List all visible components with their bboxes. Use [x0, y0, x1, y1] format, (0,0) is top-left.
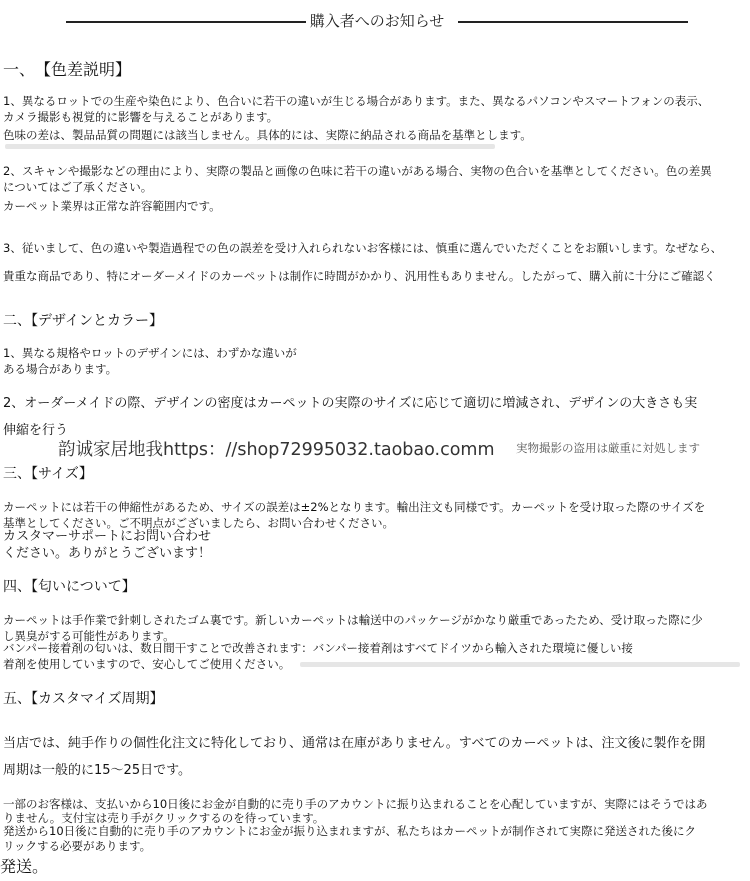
s5-line4: りません。支付宝は売り手がクリックするのを待っています。: [3, 811, 325, 825]
section-heading-production-period: 五、【カスタマイズ周期】: [3, 691, 164, 707]
s5-line3: 一部のお客様は、支払いから10日後にお金が自動的に売り手のアカウントに振り込まれることを心配していますが、実際にはそうではあ: [3, 797, 708, 811]
s4-line4: 着剤を使用していますので、安心してご使用ください。: [3, 657, 291, 671]
s4-line1: カーペットは手作業で針刺しされたゴム裏です。新しいカーペットは輸送中のパッケージがかなり厳重であったため、受け取った際に少: [3, 613, 703, 627]
title-dashed-rule-left: [66, 21, 306, 23]
s1-para3-line2: 貴重な商品であり、特にオーダーメイドのカーペットは制作に時間がかかり、汎用性もありません。したがって、購入前に十分にご確認く: [3, 269, 716, 283]
s2-para1-line2: ある場合があります。: [3, 362, 118, 376]
s5-line2: 周期は一般的に15〜25日です。: [3, 763, 192, 778]
s3-line2: 基準としてください。ご不明点がございましたら、お問い合わせください。: [3, 516, 394, 530]
s1-para1-line1: 1、異なるロットでの生産や染色により、色合いに若干の違いが生じる場合があります。また、異なるパソコンやスマートフォンの表示、: [3, 94, 710, 108]
s1-para1-line2: カメラ撮影も視覚的に影響を与えることがあります。: [3, 110, 279, 124]
title-dashed-rule-right: [458, 21, 688, 23]
s5-line7: 発送。: [0, 857, 49, 876]
s3-line4: ください。ありがとうございます！: [3, 546, 212, 561]
s1-para1-line3: 色味の差は、製品品質の問題には該当しません。具体的には、実際に納品される商品を基準とします。: [3, 128, 532, 142]
copyright-stamp: 実物撮影の盗用は厳重に対処します: [516, 441, 700, 455]
faded-text-ghost: [5, 144, 495, 149]
notice-title: [66, 10, 688, 32]
section-heading-size: 三、【サイズ】: [3, 466, 93, 482]
s5-line5: 発送から10日後に自動的に売り手のアカウントにお金が振り込まれますが、私たちはカーペットが制作されて実際に発送された後にク: [3, 824, 697, 838]
shop-watermark: 韵诚家居地我https：//shop72995032.taobao.comm: [58, 440, 495, 460]
s2-para1-line1: 1、異なる規格やロットのデザインには、わずかな違いが: [3, 346, 297, 360]
section-heading-color-difference: 一、 【色差説明】: [3, 60, 132, 79]
notice-title-text: 購入者へのお知らせ: [309, 12, 445, 30]
s1-para2-line3: カーペット業界は正常な許容範囲内です。: [3, 199, 221, 213]
s1-para3-line1: 3、従いまして、色の違いや製造過程での色の誤差を受け入れられないお客様には、慎重に選んでいただくことをお願いします。なぜなら、: [3, 241, 723, 255]
faded-text-ghost: [300, 662, 740, 667]
s3-line1: カーペットには若干の伸縮性があるため、サイズの誤差は±2%となります。輸出注文も同様です。カーペットを受け取った際のサイズを: [3, 500, 706, 514]
s4-line2: し異臭がする可能性があります。: [3, 629, 175, 643]
s2-para2-line1: 2、オーダーメイドの際、デザインの密度はカーペットの実際のサイズに応じて適切に増減され、デザインの大きさも実: [3, 396, 698, 411]
s3-line3: カスタマーサポートにお問い合わせ: [3, 529, 212, 544]
s5-line1: 当店では、純手作りの個性化注文に特化しており、通常は在庫がありません。すべてのカーペットは、注文後に製作を開: [3, 736, 706, 751]
s2-para2-line2: 伸縮を行う: [3, 423, 69, 438]
section-heading-design-color: 二、【デザインとカラー】: [3, 313, 164, 329]
s4-line3: バンパー接着剤の匂いは、数日間干すことで改善されます：バンパー接着剤はすべてドイツから輸入された環境に優しい接: [3, 641, 633, 655]
s1-para2-line2: についてはご了承ください。: [3, 180, 153, 194]
s1-para2-line1: 2、スキャンや撮影などの理由により、実際の製品と画像の色味に若干の違いがある場合、実物の色合いを基準としてください。色の差異: [3, 164, 712, 178]
s5-line6: リックする必要があります。: [3, 839, 152, 853]
section-heading-odor: 四、【匂いについて】: [3, 579, 136, 595]
